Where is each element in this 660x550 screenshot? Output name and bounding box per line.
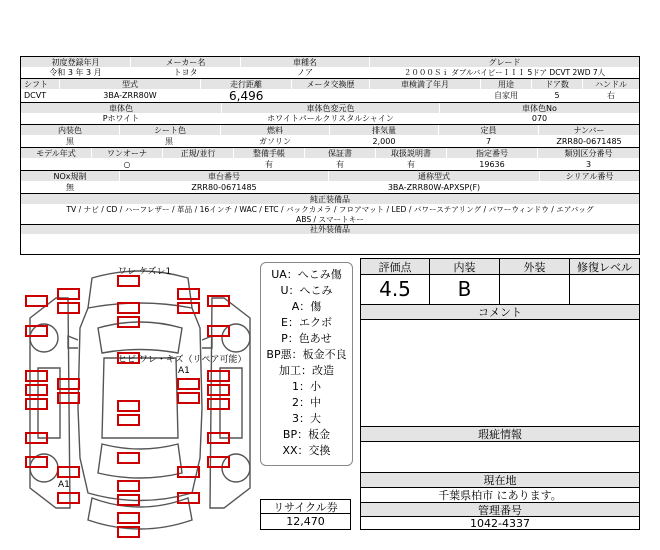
inspection-box[interactable] bbox=[207, 432, 230, 444]
diagram-note-mid: ヒビ ワレ・キズ（リペア可能） bbox=[118, 355, 247, 365]
rule bbox=[20, 102, 640, 103]
recycle-value: 12,470 bbox=[286, 515, 325, 528]
model-year-value bbox=[21, 158, 91, 170]
displacement-value: 2,000 bbox=[330, 135, 438, 147]
header-inspection: 車検満了年月 bbox=[370, 79, 480, 89]
legend-item: 1：小 bbox=[292, 380, 321, 393]
header-color-no: 車体色No bbox=[440, 103, 639, 113]
defect-label: 瑕疵情報 bbox=[361, 427, 639, 441]
warranty-value: 有 bbox=[305, 158, 375, 170]
car-name-value: ノア bbox=[241, 67, 369, 78]
header-aftermarket: 社外装備品 bbox=[21, 224, 639, 234]
inspection-box[interactable] bbox=[25, 370, 48, 382]
header-usage: 用途 bbox=[481, 79, 531, 89]
inspection-box[interactable] bbox=[177, 302, 200, 314]
rule bbox=[569, 258, 570, 304]
maintenance-value: 有 bbox=[234, 158, 304, 170]
inspection-box[interactable] bbox=[117, 316, 140, 328]
header-capacity: 定員 bbox=[439, 125, 538, 135]
aftermarket-value bbox=[21, 234, 639, 254]
legend-item: U：へこみ bbox=[280, 284, 333, 297]
score-value: 4.5 bbox=[379, 277, 411, 301]
header-maintenance: 整備手帳 bbox=[234, 148, 304, 158]
meter-change-value bbox=[292, 89, 369, 102]
maker-value: トヨタ bbox=[131, 67, 240, 78]
location-label: 現在地 bbox=[361, 473, 639, 487]
inspection-box[interactable] bbox=[207, 398, 230, 410]
spec-no-value: 19636 bbox=[447, 158, 537, 170]
header-maker: メーカー名 bbox=[131, 57, 240, 67]
inspection-box[interactable] bbox=[207, 370, 230, 382]
inspection-box[interactable] bbox=[207, 295, 230, 307]
dealer-value bbox=[163, 158, 233, 170]
damage-mark-a1-left: A1 bbox=[58, 480, 70, 490]
header-first-registration: 初度登録年月 bbox=[21, 57, 130, 67]
header-body-color: 車体色 bbox=[21, 103, 221, 113]
legend-item: E：エクボ bbox=[281, 316, 332, 329]
rule bbox=[20, 170, 640, 171]
inspection-box[interactable] bbox=[117, 480, 140, 492]
header-serial: シリアル番号 bbox=[540, 171, 639, 181]
inspection-box[interactable] bbox=[177, 392, 200, 404]
chassis-no-value: ZRR80-0671485 bbox=[120, 181, 328, 193]
rule bbox=[20, 78, 640, 79]
mileage-value: 6,496 bbox=[201, 89, 291, 102]
rule bbox=[499, 258, 500, 304]
header-nox: NOx規制 bbox=[21, 171, 119, 181]
doors-value: 5 bbox=[532, 89, 582, 102]
rule bbox=[20, 147, 640, 148]
inspection-box[interactable] bbox=[57, 288, 80, 300]
header-grade: グレード bbox=[370, 57, 639, 67]
management-label: 管理番号 bbox=[361, 503, 639, 516]
header-chassis-no: 車台番号 bbox=[120, 171, 328, 181]
inspection-box[interactable] bbox=[117, 414, 140, 426]
inspection-box[interactable] bbox=[117, 400, 140, 412]
header-car-name: 車種名 bbox=[241, 57, 369, 67]
inspection-value bbox=[370, 89, 480, 102]
header-mileage: 走行距離 bbox=[201, 79, 291, 89]
inspection-box[interactable] bbox=[25, 432, 48, 444]
capacity-value: 7 bbox=[439, 135, 538, 147]
defect-text bbox=[361, 442, 639, 472]
inspection-box[interactable] bbox=[117, 302, 140, 314]
legend-item: A：傷 bbox=[291, 300, 322, 313]
header-exterior-grade: 外装 bbox=[500, 259, 569, 274]
inspection-box[interactable] bbox=[117, 275, 140, 287]
inspection-box[interactable] bbox=[25, 295, 48, 307]
header-one-owner: ワンオーナ bbox=[92, 148, 162, 158]
header-model-year: モデル年式 bbox=[21, 148, 91, 158]
inspection-box[interactable] bbox=[25, 398, 48, 410]
header-interior-grade: 内装 bbox=[430, 259, 499, 274]
rule bbox=[429, 258, 430, 304]
diagram-note-top: ワレ ケズレ1 bbox=[118, 267, 172, 277]
plate-value: ZRR80-0671485 bbox=[539, 135, 639, 147]
header-manual: 取扱説明書 bbox=[376, 148, 446, 158]
header-model: 型式 bbox=[60, 79, 200, 89]
seat-color-value: 黒 bbox=[120, 135, 220, 147]
fuel-value: ガソリン bbox=[221, 135, 329, 147]
nox-value: 無 bbox=[21, 181, 119, 193]
common-model-value: 3BA-ZRR80W-APXSP(F) bbox=[329, 181, 539, 193]
handle-value: 右 bbox=[583, 89, 639, 102]
inspection-box[interactable] bbox=[177, 378, 200, 390]
damage-mark-a1-right: A1 bbox=[178, 366, 190, 376]
rule bbox=[20, 193, 640, 194]
inspection-box[interactable] bbox=[117, 526, 140, 538]
header-doors: ドア数 bbox=[532, 79, 582, 89]
grade-value: ２０００Ｓｉ ダブルバイビーＩＩＩ 5ドア DCVT 2WD 7人 bbox=[370, 67, 639, 78]
inspection-box[interactable] bbox=[207, 384, 230, 396]
header-handle: ハンドル bbox=[583, 79, 639, 89]
comment-text bbox=[361, 320, 639, 426]
shift-value: DCVT bbox=[21, 89, 59, 102]
legend-item: 加工：改造 bbox=[279, 364, 334, 377]
inspection-box[interactable] bbox=[117, 494, 140, 506]
legend-item: XX：交換 bbox=[282, 444, 331, 457]
rule bbox=[20, 224, 640, 225]
one-owner-value: ○ bbox=[92, 158, 162, 170]
legend-item: 2：中 bbox=[292, 396, 321, 409]
legend-item: BP：板金 bbox=[282, 428, 331, 441]
rule bbox=[360, 274, 640, 275]
inspection-box[interactable] bbox=[57, 492, 80, 504]
comment-label: コメント bbox=[361, 305, 639, 319]
exterior-grade-value bbox=[500, 275, 569, 303]
header-meter-change: メータ交換歴 bbox=[292, 79, 369, 89]
header-spec-no: 指定番号 bbox=[447, 148, 537, 158]
repair-level-value bbox=[570, 275, 639, 303]
legend-item: P：色あせ bbox=[281, 332, 332, 345]
legend-item: 3：大 bbox=[292, 412, 321, 425]
inspection-box[interactable] bbox=[207, 325, 230, 337]
inspection-box[interactable] bbox=[207, 456, 230, 468]
inspection-box[interactable] bbox=[177, 466, 200, 478]
inspection-box[interactable] bbox=[57, 378, 80, 390]
class-no-value: 3 bbox=[538, 158, 639, 170]
header-class-no: 類別区分番号 bbox=[538, 148, 639, 158]
header-seat-color: シート色 bbox=[120, 125, 220, 135]
legend-item: UA：へこみ傷 bbox=[271, 268, 342, 281]
inspection-box[interactable] bbox=[57, 392, 80, 404]
serial-value bbox=[540, 181, 639, 193]
rule bbox=[20, 124, 640, 125]
inspection-box[interactable] bbox=[25, 456, 48, 468]
equipment-line-2: ABS / スマートキー bbox=[21, 214, 639, 224]
inspection-box[interactable] bbox=[117, 352, 140, 364]
header-equipment: 純正装備品 bbox=[21, 194, 639, 204]
inspection-box[interactable] bbox=[177, 288, 200, 300]
header-score: 評価点 bbox=[361, 259, 429, 274]
inspection-box[interactable] bbox=[117, 452, 140, 464]
color-no-value: 070 bbox=[440, 113, 639, 124]
header-common-model: 通称型式 bbox=[329, 171, 539, 181]
usage-value: 自家用 bbox=[481, 89, 531, 102]
equipment-line-1: TV / ナビ / CD / ハーフレザー / 革品 / 16インチ / WAC / ETC / バックカメラ / フロアマット / LED / パワーステアリング / パワーウィンドウ / エアバッグ bbox=[21, 204, 639, 215]
header-color-change: 車体色変元色 bbox=[222, 103, 439, 113]
management-value: 1042-4337 bbox=[470, 517, 530, 529]
first-registration-value: 令和 3 年 3 月 bbox=[21, 67, 130, 78]
header-repair-level: 修復レベル bbox=[570, 259, 639, 274]
header-fuel: 燃料 bbox=[221, 125, 329, 135]
body-color-value: Pホワイト bbox=[21, 113, 221, 124]
header-dealer: 正規/並行 bbox=[163, 148, 233, 158]
header-displacement: 排気量 bbox=[330, 125, 438, 135]
recycle-label: リサイクル券 bbox=[261, 500, 350, 514]
header-plate: ナンバー bbox=[539, 125, 639, 135]
location-text: 千葉県柏市 にあります。 bbox=[438, 489, 562, 502]
legend-item: BP悪：板金不良 bbox=[266, 348, 347, 361]
interior-grade-value: B bbox=[457, 277, 472, 301]
color-change-value: ホワイトパールクリスタルシャイン bbox=[222, 113, 439, 124]
interior-color-value: 黒 bbox=[21, 135, 119, 147]
header-warranty: 保証書 bbox=[305, 148, 375, 158]
header-interior-color: 内装色 bbox=[21, 125, 119, 135]
header-shift: シフト bbox=[21, 79, 59, 89]
inspection-box[interactable] bbox=[25, 325, 48, 337]
manual-value: 有 bbox=[376, 158, 446, 170]
inspection-box[interactable] bbox=[57, 302, 80, 314]
model-value: 3BA-ZRR80W bbox=[60, 89, 200, 102]
inspection-box[interactable] bbox=[177, 492, 200, 504]
inspection-box[interactable] bbox=[117, 512, 140, 524]
inspection-box[interactable] bbox=[57, 466, 80, 478]
inspection-box[interactable] bbox=[25, 384, 48, 396]
